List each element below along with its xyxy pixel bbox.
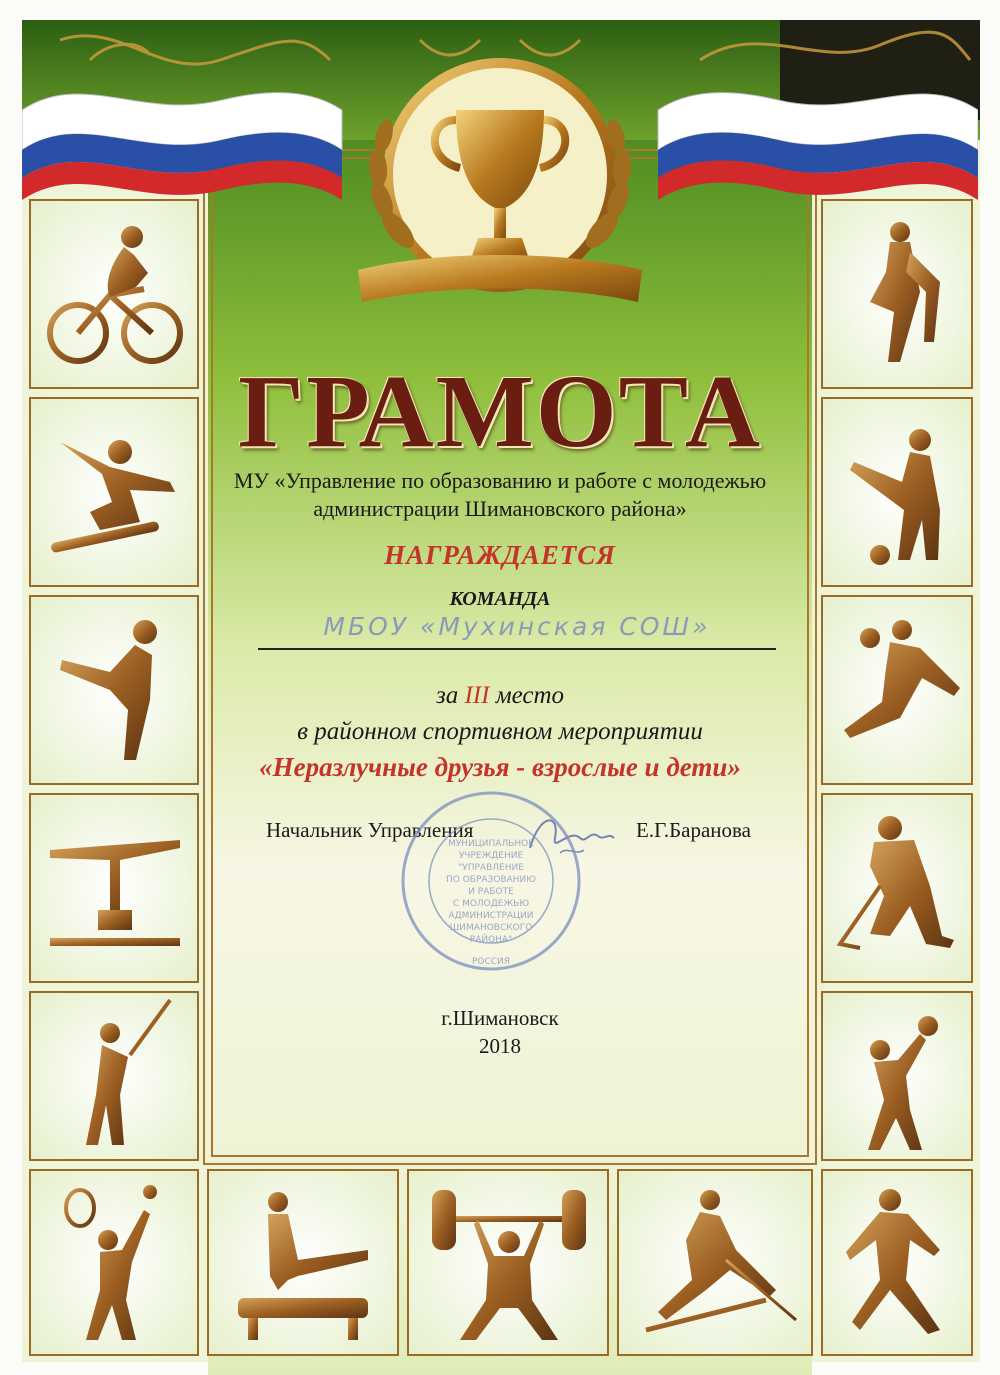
place-prefix: за [435, 682, 465, 709]
awarded-heading: НАГРАЖДАЕТСЯ [384, 540, 616, 570]
svg-text:С МОЛОДЕЖЬЮ: С МОЛОДЕЖЬЮ [452, 899, 530, 909]
russian-flag-ribbon-left [22, 50, 352, 200]
skier-icon [626, 1180, 806, 1345]
svg-text:РАЙОНА": РАЙОНА" [469, 935, 513, 945]
team-name-handwritten: МБОУ «Мухинская СОШ» [323, 612, 711, 641]
city: г.Шимановск [441, 1006, 559, 1030]
event-name: «Неразлучные друзья - взрослые и дети» [259, 752, 741, 782]
organization-line-2: администрации Шимановского района» [313, 496, 687, 521]
svg-text:РОССИЯ: РОССИЯ [471, 957, 511, 967]
tennis-icon [40, 1180, 190, 1345]
runner-icon [830, 1180, 964, 1345]
svg-text:МУНИЦИПАЛЬНОЕ: МУНИЦИПАЛЬНОЕ [448, 839, 534, 849]
place-roman: III [464, 682, 490, 709]
russian-flag-ribbon-right [648, 50, 978, 200]
svg-text:ПО ОБРАЗОВАНИЮ: ПО ОБРАЗОВАНИЮ [446, 875, 536, 885]
official-stamp [396, 786, 586, 976]
signatory-name: Е.Г.Баранова [636, 818, 751, 842]
place-line [0, 682, 1000, 710]
svg-text:"УПРАВЛЕНИЕ: "УПРАВЛЕНИЕ [458, 863, 524, 873]
svg-text:И РАБОТЕ: И РАБОТЕ [468, 887, 514, 897]
trophy-emblem [318, 40, 682, 340]
certificate-title: ГРАМОТА [238, 354, 762, 469]
team-name-underline [258, 648, 776, 650]
signatory-title: Начальник Управления [266, 818, 474, 842]
svg-text:ШИМАНОВСКОГО: ШИМАНОВСКОГО [449, 923, 533, 933]
place-suffix: место [489, 682, 565, 709]
team-label: КОМАНДА [449, 588, 551, 610]
gold-banner [358, 255, 642, 302]
gymnast-handstand-icon [40, 810, 190, 970]
svg-text:УЧРЕЖДЕНИЕ: УЧРЕЖДЕНИЕ [458, 851, 524, 861]
cyclist-icon [40, 215, 190, 375]
organization-line-1: МУ «Управление по образованию и работе с молодежью [233, 468, 767, 493]
svg-text:АДМИНИСТРАЦИИ: АДМИНИСТРАЦИИ [448, 911, 534, 921]
weightlifter-icon [418, 1180, 600, 1345]
year: 2018 [479, 1034, 521, 1058]
pommel-horse-icon [218, 1180, 390, 1345]
event-line: в районном спортивном мероприятии [297, 718, 703, 745]
hockey-icon [830, 806, 964, 971]
